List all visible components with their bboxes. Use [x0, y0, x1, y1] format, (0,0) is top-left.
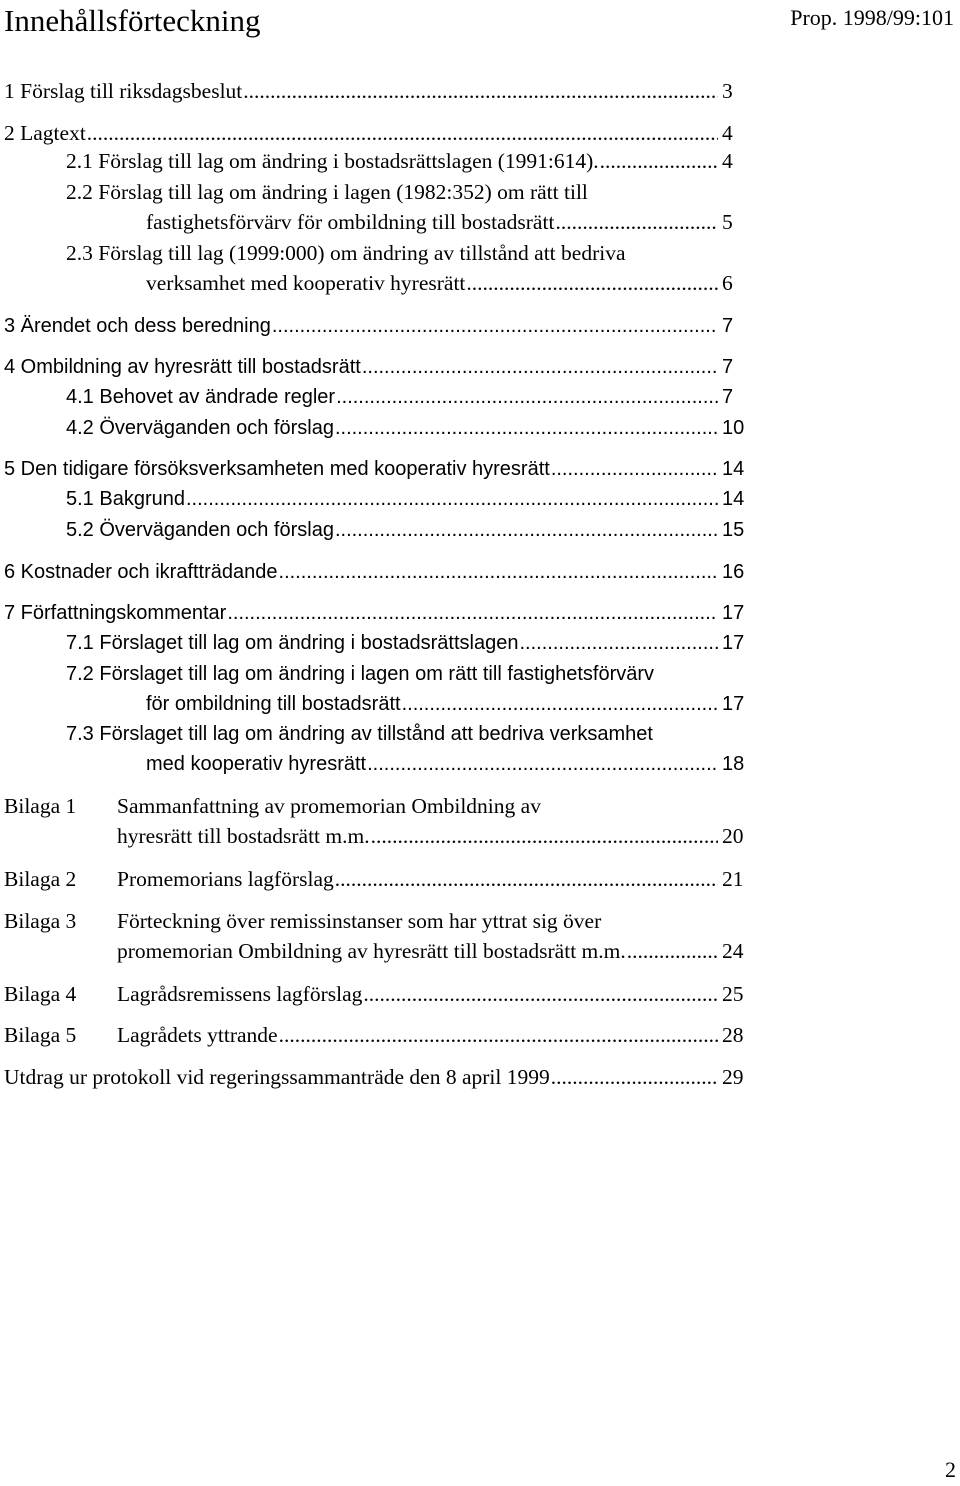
toc-entry-4[interactable] [4, 352, 748, 382]
toc-entry-7-2-line1[interactable]: 7.2 Förslaget till lag om ändring i lagen om rätt till fastighetsförvärv [66, 663, 655, 685]
toc-page-number: 21 [722, 867, 744, 891]
toc-page-number: 16 [722, 561, 745, 583]
toc-entry-2-2[interactable] [146, 207, 748, 237]
toc-page-number: 7 [722, 315, 734, 337]
dot-leader [279, 557, 718, 587]
toc-entry-text: 1 Förslag till riksdagsbeslut [4, 79, 243, 103]
toc-page-number: 17 [722, 632, 745, 654]
page-title: Innehållsförteckning [4, 3, 261, 38]
toc-entry-text: 7.1 Förslaget till lag om ändring i bostadsrättslagen [66, 632, 519, 654]
toc-entry-7-2[interactable] [146, 689, 748, 719]
toc-entry-5-2[interactable] [66, 515, 748, 545]
toc-entry-5[interactable] [4, 454, 748, 484]
toc-appendix-2[interactable] [117, 864, 748, 894]
toc-entry-text: Utdrag ur protokoll vid regeringssammanträde den 8 april 1999 [4, 1065, 550, 1089]
toc-entry-7-1[interactable] [66, 628, 748, 658]
toc-page-number: 25 [722, 982, 744, 1006]
toc-entry-3[interactable] [4, 311, 748, 341]
dot-leader [551, 454, 718, 484]
toc-page-number: 17 [722, 693, 745, 715]
dot-leader [519, 628, 718, 658]
toc-page-number: 4 [722, 121, 733, 145]
toc-entry-text: 5.2 Överväganden och förslag [66, 519, 334, 541]
toc-page-number: 18 [722, 753, 745, 775]
toc-entry-text: med kooperativ hyresrätt [146, 753, 367, 775]
dot-leader [363, 979, 718, 1009]
toc-appendix-3-line1[interactable]: Förteckning över remissinstanser som har yttrat sig över [117, 909, 602, 933]
toc-entry-7-3[interactable] [146, 749, 748, 779]
toc-page-number: 4 [722, 149, 733, 173]
toc-page-number: 6 [722, 271, 733, 295]
toc-entry-1[interactable] [4, 76, 748, 106]
toc-entry-7[interactable] [4, 598, 748, 628]
dot-leader [362, 352, 718, 382]
toc-entry-text: för ombildning till bostadsrätt [146, 693, 401, 715]
toc-entry-6[interactable] [4, 557, 748, 587]
dot-leader [335, 515, 718, 545]
toc-appendix-5[interactable] [117, 1020, 748, 1050]
toc-entry-4-1[interactable] [66, 382, 748, 412]
toc-page-number: 15 [722, 519, 745, 541]
dot-leader [367, 749, 718, 779]
toc-entry-text: Lagrådsremissens lagförslag [117, 982, 363, 1006]
dot-leader [466, 268, 718, 298]
toc-entry-2[interactable] [4, 118, 748, 148]
dot-leader [627, 936, 718, 966]
toc-entry-2-2-line1[interactable]: 2.2 Förslag till lag om ändring i lagen (1982:352) om rätt till [66, 180, 588, 204]
dot-leader [600, 146, 718, 176]
toc-entry-2-3[interactable] [146, 268, 748, 298]
toc-entry-text: fastighetsförvärv för ombildning till bostadsrätt [146, 210, 555, 234]
toc-entry-text: 7 Författningskommentar [4, 602, 227, 624]
toc-entry-text: 6 Kostnader och ikraftträdande [4, 561, 278, 583]
toc-page-number: 5 [722, 210, 733, 234]
page-number: 2 [945, 1457, 956, 1482]
appendix-label: Bilaga 5 [4, 1023, 77, 1047]
dot-leader [335, 864, 718, 894]
dot-leader [87, 118, 718, 148]
toc-entry-5-1[interactable] [66, 484, 748, 514]
toc-entry-text: 2 Lagtext [4, 121, 86, 145]
toc-entry-text: verksamhet med kooperativ hyresrätt [146, 271, 466, 295]
dot-leader [227, 598, 718, 628]
toc-entry-text: 3 Ärendet och dess beredning [4, 315, 271, 337]
toc-page-number: 7 [722, 386, 734, 408]
toc-entry-text: hyresrätt till bostadsrätt m.m. [117, 824, 370, 848]
dot-leader [279, 1020, 718, 1050]
toc-entry-text: 5 Den tidigare försöksverksamheten med kooperativ hyresrätt [4, 458, 550, 480]
toc-page-number: 20 [722, 824, 744, 848]
proposition-reference: Prop. 1998/99:101 [790, 5, 954, 30]
toc-entry-2-1[interactable] [66, 146, 748, 176]
appendix-label: Bilaga 2 [4, 867, 77, 891]
toc-entry-2-3-line1[interactable]: 2.3 Förslag till lag (1999:000) om ändring av tillstånd att bedriva [66, 241, 626, 265]
toc-page-number: 28 [722, 1023, 744, 1047]
toc-entry-text: Lagrådets yttrande [117, 1023, 278, 1047]
toc-page-number: 17 [722, 602, 745, 624]
appendix-label: Bilaga 1 [4, 794, 77, 818]
toc-page-number: 24 [722, 939, 744, 963]
toc-appendix-1[interactable] [117, 821, 748, 851]
toc-entry-7-3-line1[interactable]: 7.3 Förslaget till lag om ändring av tillstånd att bedriva verksamhet [66, 723, 653, 745]
toc-entry-4-2[interactable] [66, 413, 748, 443]
dot-leader [336, 382, 718, 412]
toc-protocol-extract[interactable] [4, 1062, 748, 1092]
toc-page-number: 7 [722, 356, 734, 378]
toc-entry-text: 4.1 Behovet av ändrade regler [66, 386, 336, 408]
dot-leader [555, 207, 718, 237]
dot-leader [335, 413, 718, 443]
toc-page-number: 14 [722, 458, 745, 480]
toc-appendix-1-line1[interactable]: Sammanfattning av promemorian Ombildning av [117, 794, 541, 818]
toc-entry-text: Promemorians lagförslag [117, 867, 334, 891]
dot-leader [402, 689, 718, 719]
toc-appendix-4[interactable] [117, 979, 748, 1009]
toc-entry-text: 5.1 Bakgrund [66, 488, 185, 510]
dot-leader [371, 821, 718, 851]
dot-leader [551, 1062, 718, 1092]
dot-leader [272, 311, 718, 341]
toc-page-number: 29 [722, 1065, 744, 1089]
toc-appendix-3[interactable] [117, 936, 748, 966]
toc-page-number: 3 [722, 79, 733, 103]
appendix-label: Bilaga 3 [4, 909, 77, 933]
appendix-label: Bilaga 4 [4, 982, 77, 1006]
toc-page-number: 10 [722, 417, 745, 439]
dot-leader [186, 484, 718, 514]
toc-entry-text: 4.2 Överväganden och förslag [66, 417, 334, 439]
toc-page-number: 14 [722, 488, 745, 510]
dot-leader [243, 76, 718, 106]
toc-entry-text: promemorian Ombildning av hyresrätt till bostadsrätt m.m. [117, 939, 626, 963]
toc-entry-text: 4 Ombildning av hyresrätt till bostadsrätt [4, 356, 361, 378]
toc-entry-text: 2.1 Förslag till lag om ändring i bostadsrättslagen (1991:614). [66, 149, 599, 173]
